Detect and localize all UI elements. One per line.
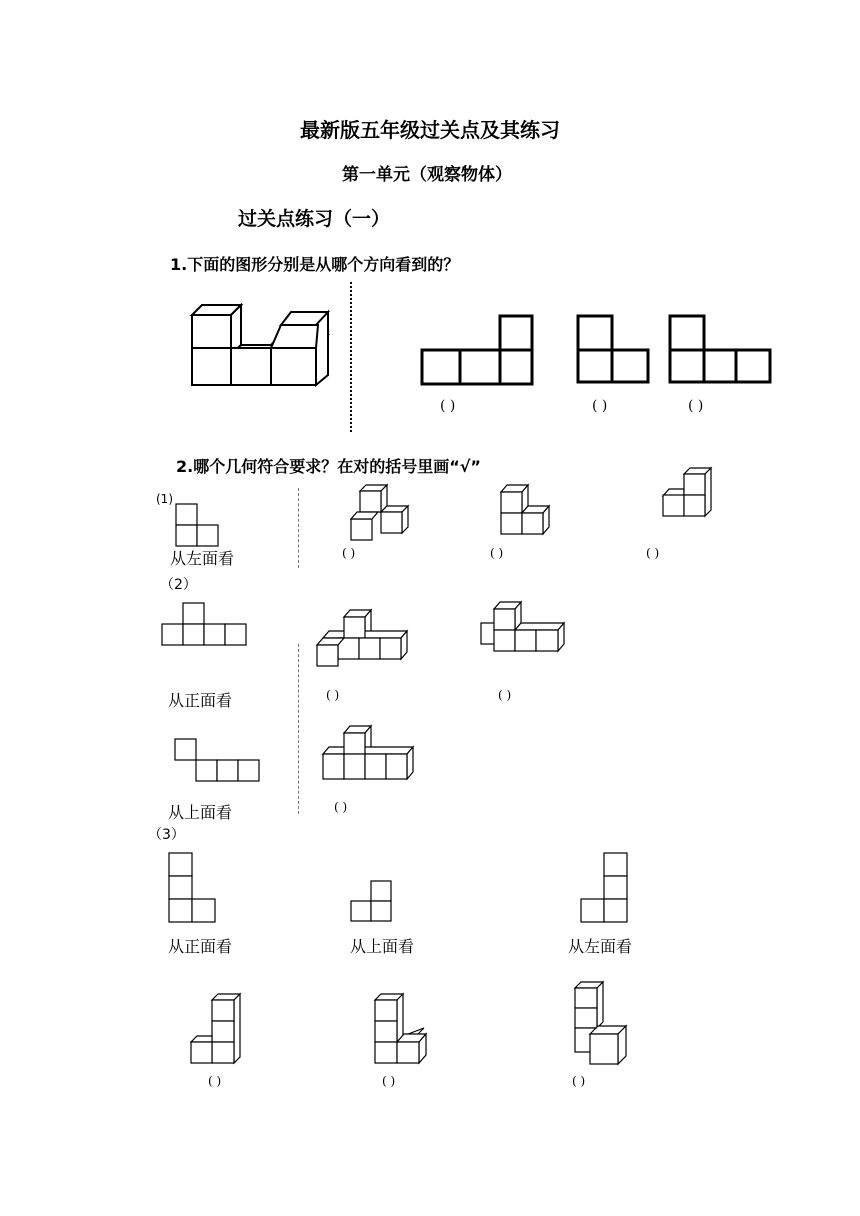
q2-part1-blank-a[interactable]: ( ) bbox=[342, 546, 356, 560]
q2-part2-cube-f bbox=[322, 726, 418, 782]
q2-part3-top-view bbox=[350, 880, 394, 924]
q2-part1-blank-b[interactable]: ( ) bbox=[490, 546, 504, 560]
q2-part1-cube-c bbox=[662, 468, 714, 522]
q2-part2-divider bbox=[298, 644, 299, 814]
q2-part2-front-view bbox=[161, 602, 247, 648]
q2-part3-label-left: 从左面看 bbox=[568, 937, 633, 956]
q2-part2-top-view bbox=[174, 738, 260, 784]
q2-part3-left-view bbox=[580, 852, 630, 924]
q2-part2-number: （2） bbox=[160, 577, 197, 593]
page-title: 最新版五年级过关点及其练习 bbox=[300, 118, 560, 142]
q1-divider bbox=[350, 282, 352, 432]
q2-part2-top-label: 从上面看 bbox=[168, 803, 233, 822]
q2-prompt: 2.哪个几何符合要求？在对的括号里画“√” bbox=[176, 457, 481, 476]
q2-part1-blank-c[interactable]: ( ) bbox=[646, 546, 660, 560]
q2-part3-blank-g[interactable]: ( ) bbox=[208, 1074, 222, 1088]
q2-part3-cube-h bbox=[374, 994, 432, 1066]
q2-part3-front-view bbox=[168, 852, 218, 924]
q1-blank-2[interactable]: ( ) bbox=[592, 398, 608, 414]
q1-solid-figure bbox=[186, 300, 336, 395]
q1-prompt: 1.下面的图形分别是从哪个方向看到的？ bbox=[170, 255, 460, 274]
q2-part2-blank-e[interactable]: ( ) bbox=[498, 688, 512, 702]
q2-part1-left-view bbox=[175, 503, 221, 549]
q2-part3-label-front: 从正面看 bbox=[168, 937, 233, 956]
q2-part2-blank-f[interactable]: ( ) bbox=[334, 800, 348, 814]
q1-view-2 bbox=[576, 314, 652, 386]
q2-part1-view-label: 从左面看 bbox=[170, 549, 235, 568]
q2-part3-blank-i[interactable]: ( ) bbox=[572, 1074, 586, 1088]
q2-part1-number: (1) bbox=[156, 492, 173, 506]
q2-part1-cube-a bbox=[350, 485, 412, 543]
q1-view-1 bbox=[420, 314, 535, 386]
q2-part3-label-top: 从上面看 bbox=[350, 937, 415, 956]
q2-part3-number: （3） bbox=[148, 827, 185, 843]
q2-part1-cube-b bbox=[500, 485, 556, 541]
q1-blank-1[interactable]: ( ) bbox=[440, 398, 456, 414]
q2-part3-cube-g bbox=[190, 994, 246, 1066]
q2-part2-front-label: 从正面看 bbox=[168, 691, 233, 710]
q2-part2-blank-d[interactable]: ( ) bbox=[326, 688, 340, 702]
q2-part1-divider bbox=[298, 488, 299, 568]
q2-part3-cube-i bbox=[574, 982, 632, 1066]
q1-blank-3[interactable]: ( ) bbox=[688, 398, 704, 414]
unit-title: 第一单元（观察物体） bbox=[342, 165, 512, 185]
section-title: 过关点练习（一） bbox=[238, 208, 391, 230]
q2-part2-cube-d bbox=[316, 610, 412, 668]
q2-part2-cube-e bbox=[480, 602, 568, 658]
q2-part3-blank-h[interactable]: ( ) bbox=[382, 1074, 396, 1088]
q1-view-3 bbox=[668, 314, 774, 386]
